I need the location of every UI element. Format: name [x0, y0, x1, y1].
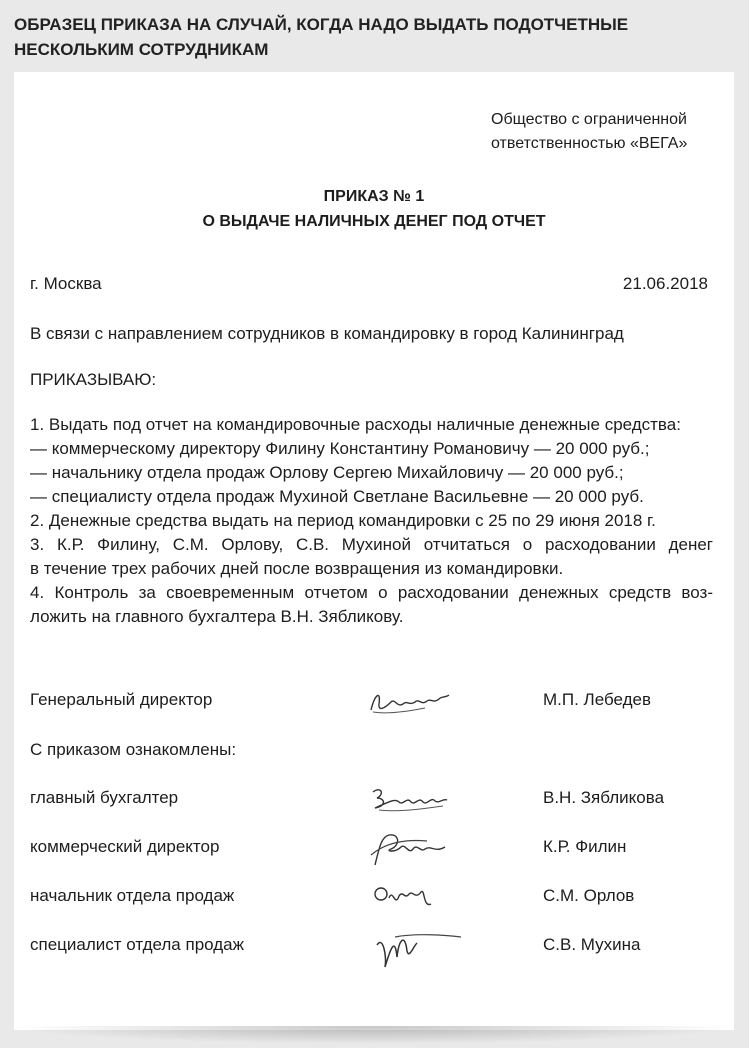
signatory-name: С.М. Орлов	[543, 886, 635, 905]
document-title	[14, 184, 734, 234]
city: г. Москва	[30, 274, 102, 293]
signatory-role: начальник отдела продаж	[30, 886, 235, 905]
order-subject: О ВЫДАЧЕ НАЛИЧНЫХ ДЕНЕГ ПОД ОТЧЕТ	[202, 213, 546, 230]
document-sheet	[14, 72, 734, 1030]
signature-icon	[365, 927, 465, 971]
signatory-role: главный бухгалтер	[30, 788, 179, 807]
order-item: — коммерческому директору Филину Константину Романовичу — 20 000 руб.;	[30, 439, 650, 458]
signatory-role: Генеральный директор	[30, 690, 213, 709]
signatory-row	[30, 829, 720, 869]
order-item: — специалисту отдела продаж Мухиной Светлане Васильевне — 20 000 руб.	[30, 487, 644, 506]
order-item: в течение трех рабочих дней после возвращения из командировки.	[30, 559, 564, 578]
date: 21.06.2018	[622, 274, 708, 293]
signatory-name: В.Н. Зябликова	[543, 788, 665, 807]
signatory-name: М.П. Лебедев	[543, 690, 652, 709]
intro-paragraph: В связи с направлением сотрудников в командировку в город Калининград	[30, 324, 624, 343]
order-item: 1. Выдать под отчет на командировочные расходы наличные денежные средства:	[30, 415, 681, 434]
signatory-role: коммерческий директор	[30, 837, 220, 856]
signatory-name: К.Р. Филин	[543, 837, 627, 856]
page-banner	[14, 12, 734, 62]
signatory-name: С.В. Мухина	[543, 935, 641, 954]
organization-name	[491, 108, 731, 156]
signatory-row	[30, 878, 720, 918]
signature-icon	[365, 829, 455, 869]
director-signature-icon	[365, 682, 455, 722]
order-item: 3. К.Р. Филину, С.М. Орлову, С.В. Мухиной отчитаться о расходовании денег	[30, 535, 713, 554]
signatory-row	[30, 927, 720, 967]
organization-line-2: ответственностью «ВЕГА»	[491, 135, 688, 152]
order-word: ПРИКАЗЫВАЮ:	[30, 370, 157, 389]
acknowledged-label: С приказом ознакомлены:	[30, 740, 237, 759]
order-item: — начальнику отдела продаж Орлову Сергею Михайловичу — 20 000 руб.;	[30, 463, 624, 482]
document-body	[30, 322, 713, 629]
sheet-shadow	[10, 1026, 738, 1044]
director-signature-row	[30, 682, 720, 722]
signature-icon	[365, 878, 455, 918]
signatory-role: специалист отдела продаж	[30, 935, 244, 954]
banner-line-1: ОБРАЗЕЦ ПРИКАЗА НА СЛУЧАЙ, КОГДА НАДО ВЫДАТЬ ПОДОТЧЕТНЫЕ	[14, 15, 629, 34]
order-item: ложить на главного бухгалтера В.Н. Зябликову.	[30, 607, 404, 626]
banner-line-2: НЕСКОЛЬКИМ СОТРУДНИКАМ	[14, 40, 269, 59]
order-item: 4. Контроль за своевременным отчетом о расходовании денежных средств воз-	[30, 583, 713, 602]
order-item: 2. Денежные средства выдать на период командировки с 25 по 29 июня 2018 г.	[30, 511, 656, 530]
organization-line-1: Общество с ограниченной	[491, 111, 687, 128]
signatory-row	[30, 780, 720, 820]
order-number: ПРИКАЗ № 1	[323, 188, 425, 205]
signature-icon	[365, 780, 455, 820]
